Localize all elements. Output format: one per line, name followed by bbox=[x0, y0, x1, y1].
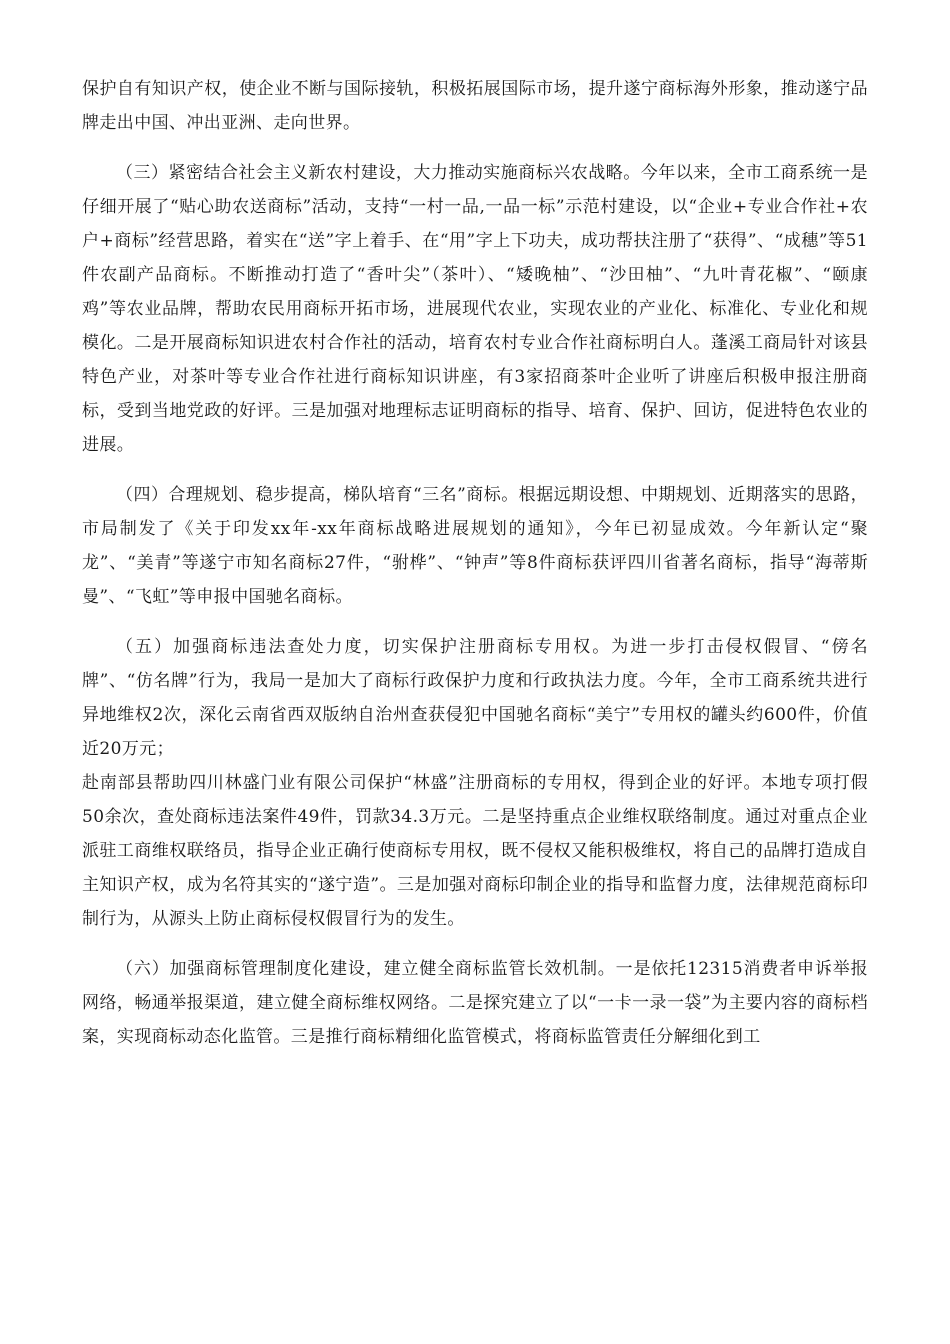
paragraph-section-6: （六）加强商标管理制度化建设，建立健全商标监管长效机制。一是依托12315消费者申诉举报网络，畅通举报渠道，建立健全商标维权网络。二是探究建立了以“一卡一录一袋”为主要内容的商标档案，实现商标动态化监管。三是推行商标精细化监管模式，将商标监管责任分解细化到工 bbox=[82, 959, 868, 1047]
paragraph-section-3: （三）紧密结合社会主义新农村建设，大力推动实施商标兴农战略。今年以来，全市工商系统一是仔细开展了“贴心助农送商标”活动，支持“一村一品,一品一标”示范村建设，以“企业+专业合作社+农户+商标”经营思路，着实在“送”字上着手、在“用”字上下功夫，成功帮扶注册了“获得”、“成穗”等51件农副产品商标。不断推动打造了“香叶尖”（茶叶）、“矮晚柚”、“沙田柚”、“九叶青花椒”、“颐康鸡”等农业品牌，帮助农民用商标开拓市场，进展现代农业，实现农业的产业化、标准化、专业化和规模化。二是开展商标知识进农村合作社的活动，培育农村专业合作社商标明白人。蓬溪工商局针对该县特色产业，对茶叶等专业合作社进行商标知识讲座，有3家招商茶叶企业听了讲座后积极申报注册商标，受到当地党政的好评。三是加强对地理标志证明商标的指导、培育、保护、回访，促进特色农业的进展。 bbox=[82, 163, 868, 455]
paragraph-section-4: （四）合理规划、稳步提高，梯队培育“三名”商标。根据远期设想、中期规划、近期落实的思路，市局制发了《关于印发xx年-xx年商标战略进展规划的通知》，今年已初显成效。今年新认定“聚龙”、“美青”等遂宁市知名商标27件，“驸桦”、“钟声”等8件商标获评四川省著名商标，指导“海蒂斯曼”、“飞虹”等申报中国驰名商标。 bbox=[82, 485, 868, 607]
document-page bbox=[82, 72, 868, 1054]
paragraph-section-5: （五）加强商标违法查处力度，切实保护注册商标专用权。为进一步打击侵权假冒、“傍名牌”、“仿名牌”行为，我局一是加大了商标行政保护力度和行政执法力度。今年，全市工商系统共进行异地维权2次，深化云南省西双版纳自治州查获侵犯中国驰名商标“美宁”专用权的罐头约600件，价值近20万元； bbox=[82, 637, 868, 759]
paragraph-continuation: 保护自有知识产权，使企业不断与国际接轨，积极拓展国际市场，提升遂宁商标海外形象，推动遂宁品牌走出中国、冲出亚洲、走向世界。 bbox=[82, 79, 868, 133]
paragraph-section-5-continued: 赴南部县帮助四川林盛门业有限公司保护“林盛”注册商标的专用权，得到企业的好评。本地专项打假50余次，查处商标违法案件49件，罚款34.3万元。二是坚持重点企业维权联络制度。通过对重点企业派驻工商维权联络员，指导企业正确行使商标专用权，既不侵权又能积极维权，将自己的品牌打造成自主知识产权，成为名符其实的“遂宁造”。三是加强对商标印制企业的指导和监督力度，法律规范商标印制行为，从源头上防止商标侵权假冒行为的发生。 bbox=[82, 773, 868, 929]
